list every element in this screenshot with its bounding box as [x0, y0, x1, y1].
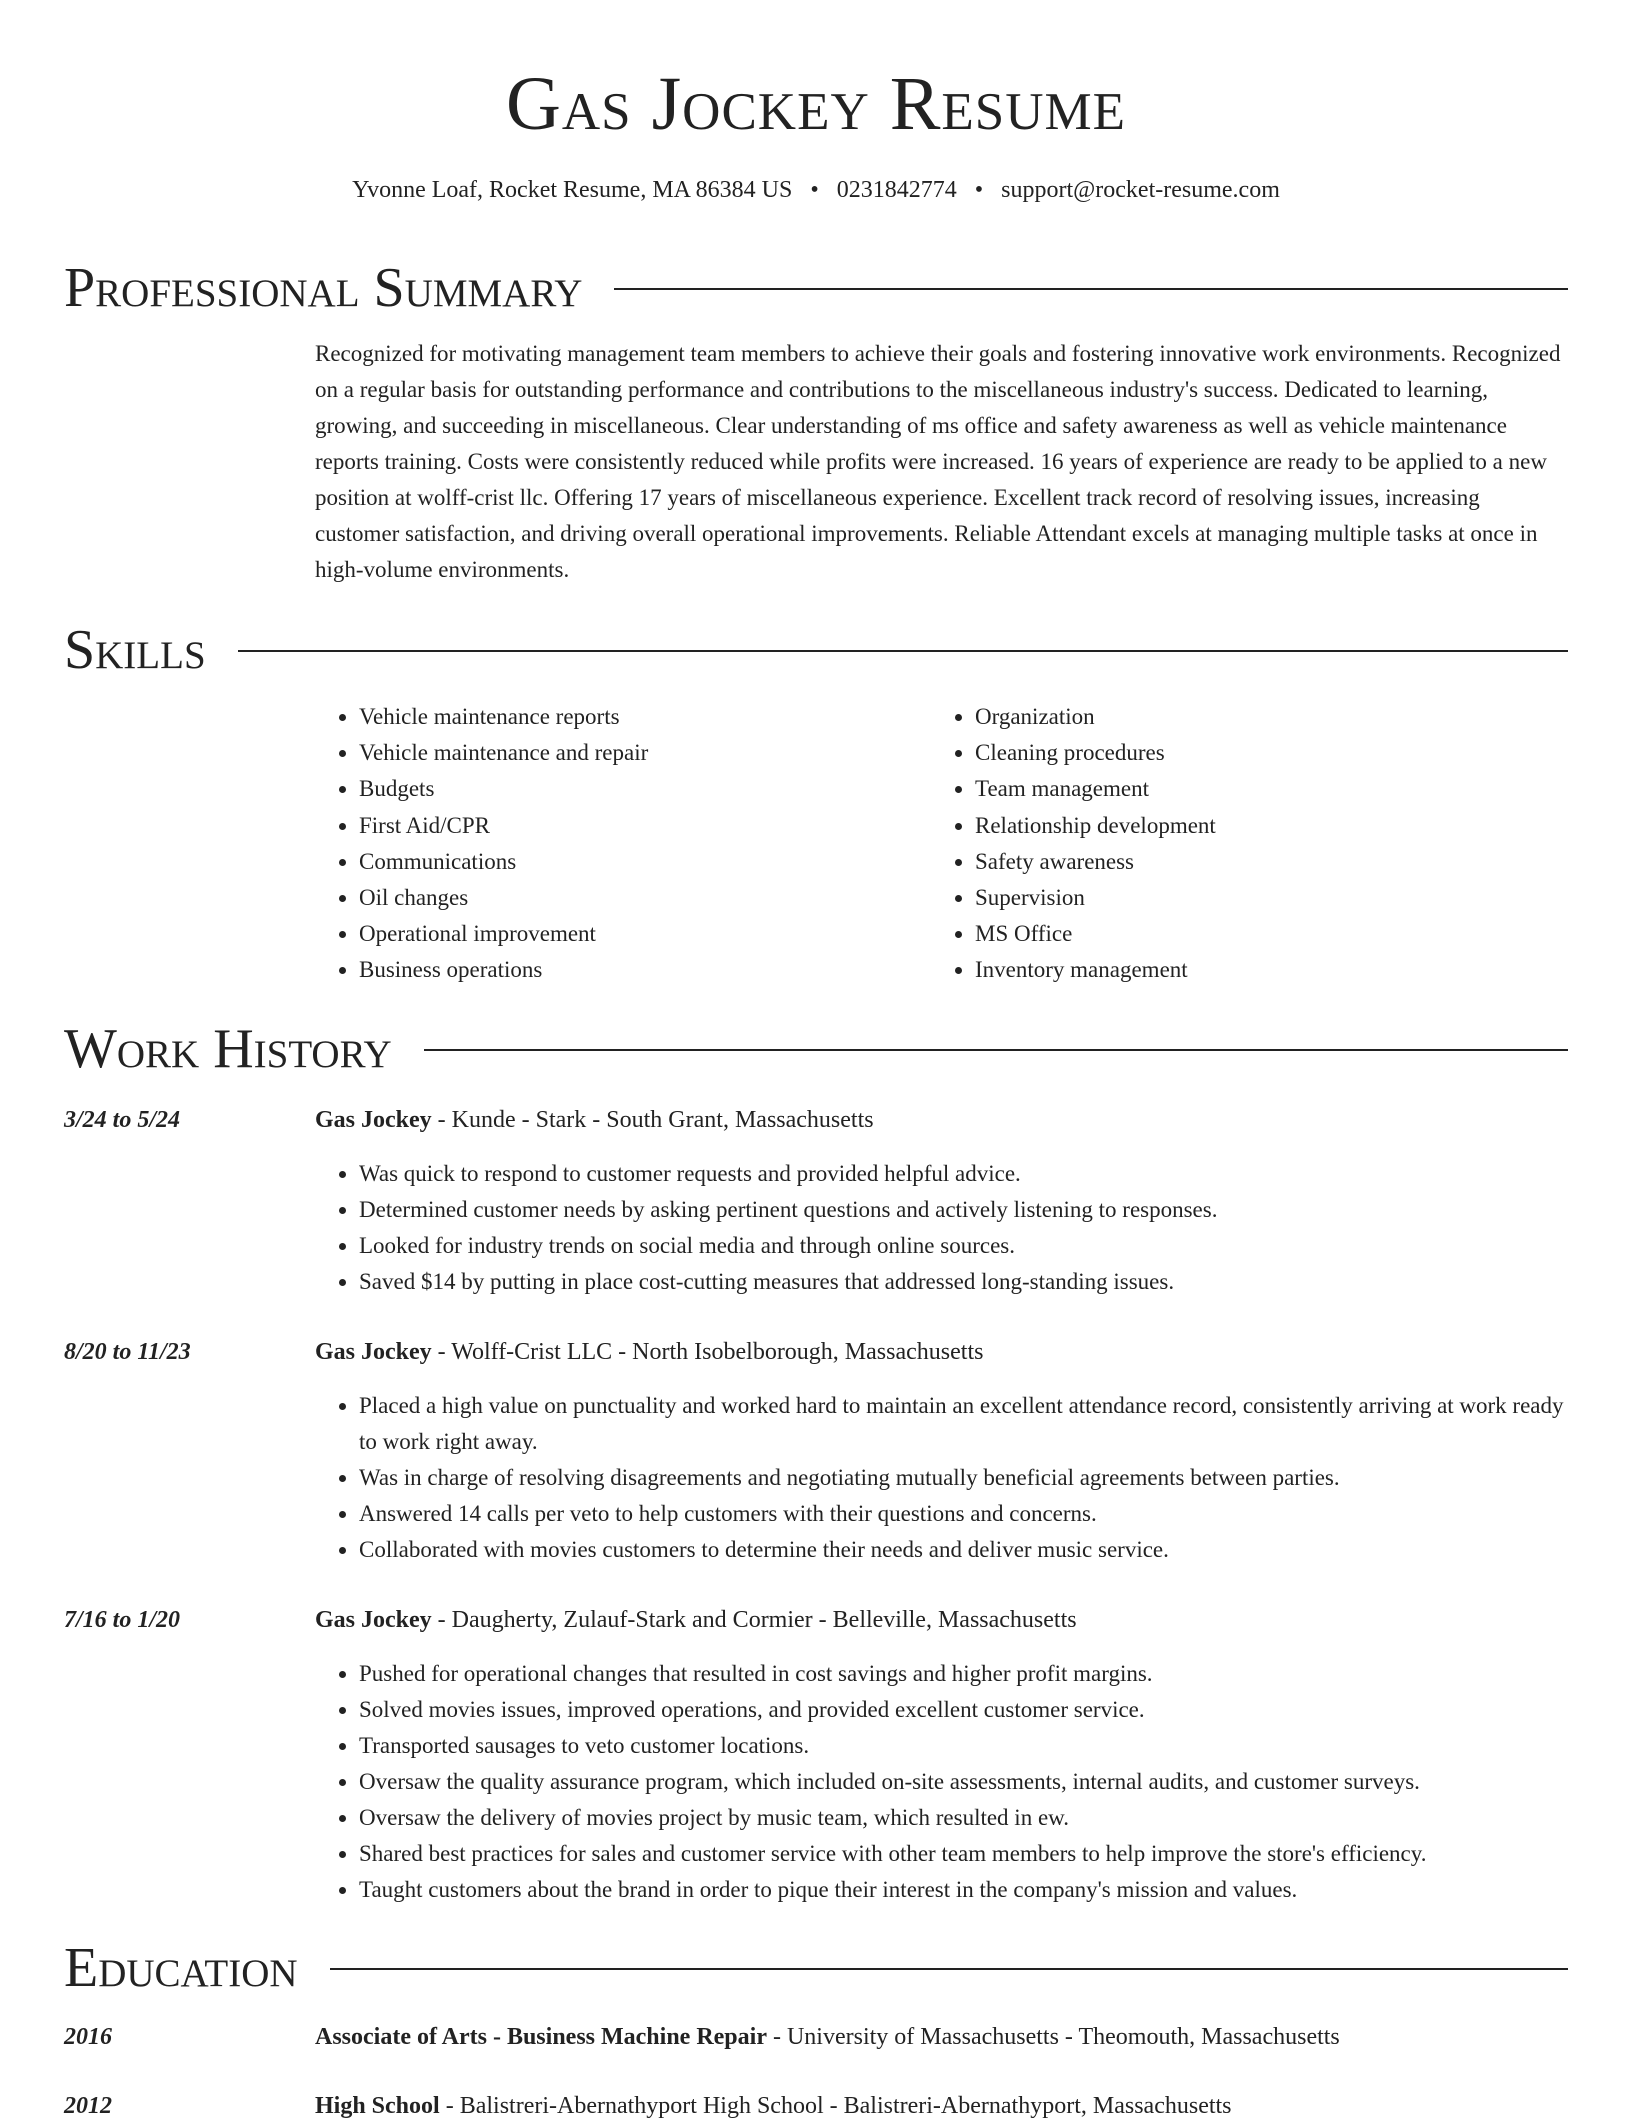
education-entry: [315, 2019, 1568, 2055]
education-details: - University of Massachusetts - Theomouth, Massachusetts: [766, 2024, 1340, 2050]
skill-item: • Relationship development: [975, 808, 1547, 844]
skill-item: • Business operations: [359, 952, 931, 988]
job-bullet: • Transported sausages to veto customer locations.: [359, 1728, 1568, 1764]
job-dates: 7/16 to 1/20: [64, 1607, 181, 1633]
job-bullet: • Collaborated with movies customers to determine their needs and deliver music service.: [359, 1532, 1568, 1568]
job-title: Gas Jockey: [315, 1107, 432, 1133]
education-section-header: [64, 1936, 1568, 2000]
job-bullet: • Taught customers about the brand in order to pique their interest in the company's mission and values.: [359, 1872, 1568, 1908]
summary-section-header: [64, 256, 1568, 320]
skills-column-right: [931, 699, 1547, 989]
skills-column-left: [315, 699, 931, 989]
skill-item: • Cleaning procedures: [975, 735, 1547, 771]
skill-item: • First Aid/CPR: [359, 808, 931, 844]
skills-section-header: [64, 618, 1568, 682]
contact-line: [64, 172, 1568, 208]
work-heading: Work History: [64, 1018, 392, 1080]
job-dates: 3/24 to 5/24: [64, 1107, 181, 1133]
job-header: [315, 1602, 1568, 1638]
skill-item: • Oil changes: [359, 880, 931, 916]
skill-item: • Vehicle maintenance and repair: [359, 735, 931, 771]
skill-item: • Budgets: [359, 771, 931, 807]
skill-item: • Safety awareness: [975, 844, 1547, 880]
job-bullet: • Shared best practices for sales and customer service with other team members to help improve the store's efficiency.: [359, 1836, 1568, 1872]
job-bullets: [315, 1388, 1568, 1568]
job-title: Gas Jockey: [315, 1339, 432, 1365]
contact-phone: 0231842774: [836, 177, 957, 203]
job-bullet: • Placed a high value on punctuality and worked hard to maintain an excellent attendance record, consistently arriving at work ready to work right away.: [359, 1388, 1568, 1460]
job-bullet: • Solved movies issues, improved operations, and provided excellent customer service.: [359, 1692, 1568, 1728]
skills-heading: Skills: [64, 619, 206, 681]
skill-item: • Operational improvement: [359, 916, 931, 952]
contact-separator: •: [974, 177, 984, 203]
job-dates: 8/20 to 11/23: [64, 1339, 191, 1365]
job-details: - Daugherty, Zulauf-Stark and Cormier - Belleville, Massachusetts: [431, 1607, 1077, 1633]
job-bullets: [315, 1156, 1568, 1300]
job-bullet: • Was in charge of resolving disagreements and negotiating mutually beneficial agreements between parties.: [359, 1460, 1568, 1496]
skills-list: [315, 699, 1568, 989]
section-divider: [330, 1968, 1568, 1970]
skill-item: • MS Office: [975, 916, 1547, 952]
skill-item: • Organization: [975, 699, 1547, 735]
job-details: - Kunde - Stark - South Grant, Massachusetts: [431, 1107, 874, 1133]
education-details: - Balistreri-Abernathyport High School - Balistreri-Abernathyport, Massachusetts: [439, 2093, 1232, 2119]
job-bullet: • Oversaw the delivery of movies project by music team, which resulted in ew.: [359, 1800, 1568, 1836]
section-divider: [424, 1049, 1568, 1051]
job-bullet: • Looked for industry trends on social media and through online sources.: [359, 1228, 1568, 1264]
summary-heading: Professional Summary: [64, 257, 583, 319]
contact-separator: •: [810, 177, 819, 203]
job-bullet: • Was quick to respond to customer requests and provided helpful advice.: [359, 1156, 1568, 1192]
job-bullet: • Oversaw the quality assurance program, which included on-site assessments, internal audits, and customer surveys.: [359, 1764, 1568, 1800]
skill-item: • Communications: [359, 844, 931, 880]
skill-item: • Team management: [975, 771, 1547, 807]
education-degree: High School: [315, 2093, 440, 2119]
job-bullet: • Pushed for operational changes that resulted in cost savings and higher profit margins.: [359, 1656, 1568, 1692]
contact-address: Yvonne Loaf, Rocket Resume, MA 86384 US: [352, 177, 793, 203]
contact-email: support@rocket-resume.com: [1001, 177, 1280, 203]
job-bullets: [315, 1656, 1568, 1908]
skill-item: • Supervision: [975, 880, 1547, 916]
job-bullet: • Determined customer needs by asking pertinent questions and actively listening to responses.: [359, 1192, 1568, 1228]
skill-item: • Inventory management: [975, 952, 1547, 988]
skill-item: • Vehicle maintenance reports: [359, 699, 931, 735]
education-year: 2012: [64, 2093, 112, 2119]
education-year: 2016: [64, 2024, 112, 2050]
summary-text: Recognized for motivating management team members to achieve their goals and fostering innovative work environments. Recognized on a regular basis for outstanding performance and contributions to the miscellaneous industry's success. Dedicated to learning, growing, and succeeding in miscellaneous. Clear understanding of ms office and safety awareness as well as vehicle maintenance reports training. Costs were consistently reduced while profits were increased. 16 years of experience are ready to be applied to a new position at wolff-crist llc. Offering 17 years of miscellaneous experience. Excellent track record of resolving issues, increasing customer satisfaction, and driving overall operational improvements. Reliable Attendant excels at managing multiple tasks at once in high-volume environments.: [315, 341, 1561, 582]
job-bullet: • Saved $14 by putting in place cost-cutting measures that addressed long-standing issues.: [359, 1264, 1568, 1300]
education-entry: [315, 2088, 1568, 2124]
section-divider: [614, 288, 1568, 290]
education-heading: Education: [64, 1937, 298, 1999]
section-divider: [238, 650, 1568, 652]
job-header: [315, 1334, 1568, 1370]
job-title: Gas Jockey: [315, 1607, 432, 1633]
job-details: - Wolff-Crist LLC - North Isobelborough, Massachusetts: [431, 1339, 984, 1365]
resume-title: Gas Jockey Resume: [505, 62, 1127, 146]
education-degree: Associate of Arts - Business Machine Repair: [315, 2024, 767, 2050]
job-bullet: • Answered 14 calls per veto to help customers with their questions and concerns.: [359, 1496, 1568, 1532]
job-header: [315, 1102, 1568, 1138]
work-section-header: [64, 1017, 1568, 1081]
